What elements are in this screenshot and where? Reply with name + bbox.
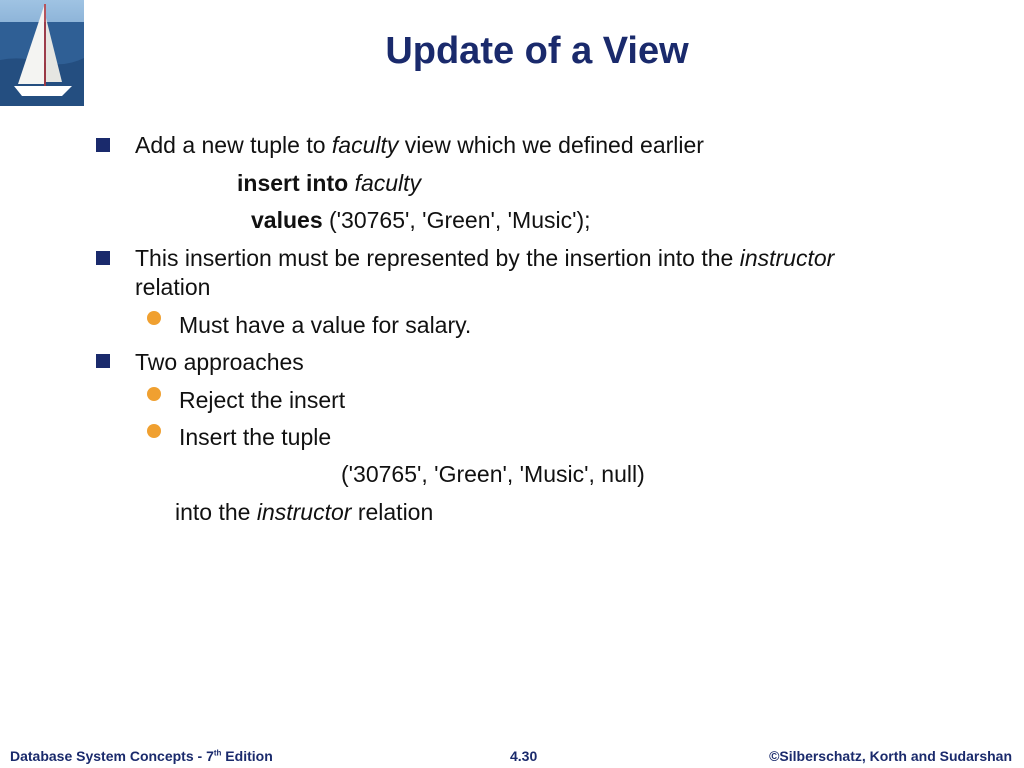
- sub-bullet-reject: Reject the insert: [179, 387, 346, 413]
- bullet-1-text-end: view which we defined earlier: [398, 132, 704, 158]
- footer-book-text: Database System Concepts - 7: [10, 748, 214, 764]
- bullet-1-text: Add a new tuple to: [135, 132, 332, 158]
- square-bullet-icon: [96, 354, 110, 368]
- code-line-2: [251, 206, 591, 234]
- bullet-2: [135, 244, 834, 272]
- bullet-2-text: This insertion must be represented by the insertion into the: [135, 245, 740, 271]
- copyright: ©Silberschatz, Korth and Sudarshan: [769, 748, 1012, 764]
- square-bullet-icon: [96, 138, 110, 152]
- bullet-1: [135, 131, 704, 159]
- faculty-term: faculty: [331, 132, 399, 158]
- circle-bullet-icon: [147, 311, 161, 325]
- circle-bullet-icon: [147, 424, 161, 438]
- footer-book-title: [10, 748, 273, 764]
- insert-into-keyword: insert into: [237, 170, 349, 196]
- instructor-term: instructor: [739, 245, 835, 271]
- bullet-2-continuation: relation: [135, 274, 211, 300]
- footer-book-sup: th: [213, 748, 222, 758]
- square-bullet-icon: [96, 251, 110, 265]
- tuple-text: ('30765', 'Green', 'Music', null): [341, 461, 645, 487]
- relation-text: relation: [351, 499, 434, 525]
- values-list: ('30765', 'Green', 'Music');: [322, 207, 591, 233]
- footer-book-tail: Edition: [221, 748, 273, 764]
- values-keyword: values: [251, 207, 323, 233]
- into-relation-line: [175, 498, 433, 526]
- sub-bullet-salary: Must have a value for salary.: [179, 312, 472, 338]
- faculty-identifier: faculty: [354, 170, 422, 196]
- circle-bullet-icon: [147, 387, 161, 401]
- into-text: into the: [175, 499, 257, 525]
- page-number: 4.30: [510, 748, 538, 764]
- instructor-relation-term: instructor: [256, 499, 352, 525]
- code-line-1: [237, 169, 421, 197]
- sub-bullet-insert: Insert the tuple: [179, 424, 332, 450]
- slide-title: Update of a View: [385, 30, 689, 72]
- bullet-3: Two approaches: [135, 349, 304, 375]
